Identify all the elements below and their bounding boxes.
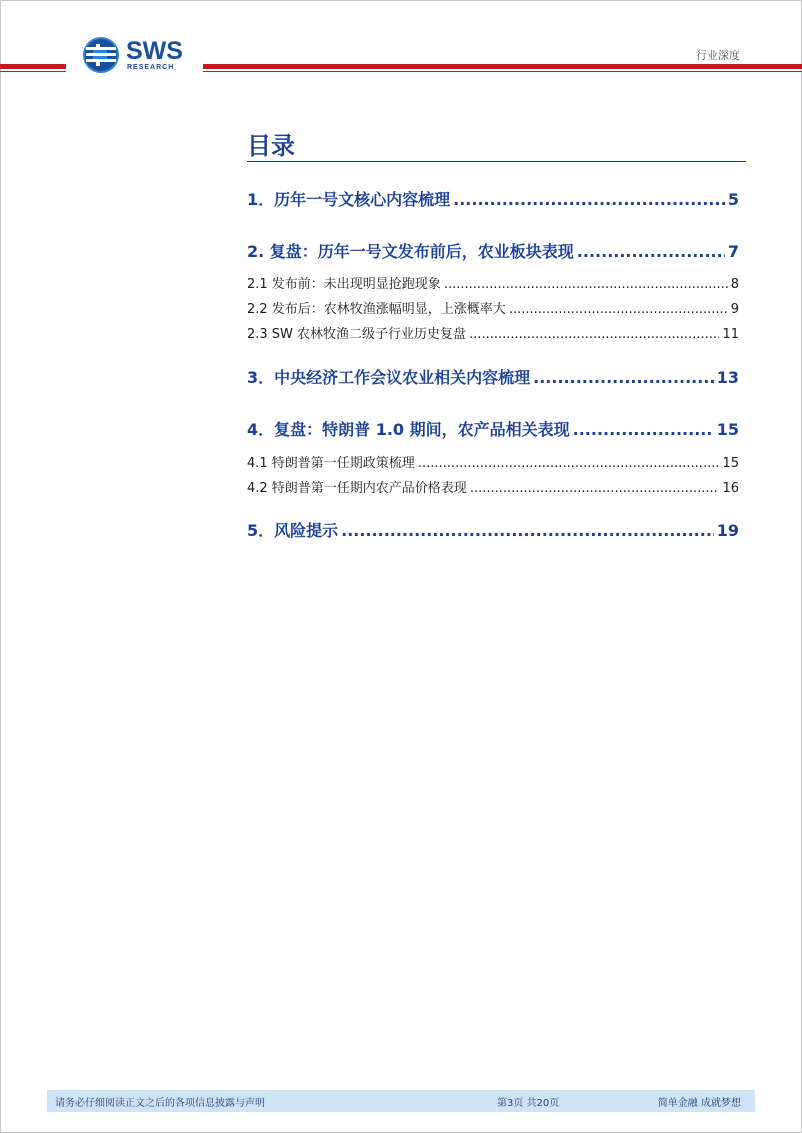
toc-entry-5[interactable] — [247, 518, 739, 541]
footer-slogan: 简单金融 成就梦想 — [657, 1098, 741, 1109]
header-red-bar-right — [203, 64, 802, 69]
toc-entry-label: 4．复盘：特朗普 1.0 期间，农产品相关表现 — [247, 420, 570, 439]
page-footer — [47, 1090, 755, 1112]
toc-leader-dots — [469, 327, 719, 342]
footer-disclaimer: 请务必仔细阅读正文之后的各项信息披露与声明 — [55, 1098, 265, 1109]
toc-entry-page: 13 — [716, 368, 739, 387]
header-red-line-left — [0, 71, 66, 72]
toc-leader-dots — [573, 420, 714, 439]
toc-entry-2-2[interactable] — [247, 298, 739, 317]
toc-entry-4[interactable] — [247, 417, 739, 440]
toc-entry-label: 2.3 SW 农林牧渔二级子行业历史复盘 — [247, 327, 467, 342]
toc-entry-2-3[interactable] — [247, 323, 739, 342]
toc-entry-page: 19 — [716, 521, 739, 540]
toc-entry-page: 15 — [722, 456, 739, 471]
toc-entry-label: 2. 复盘：历年一号文发布前后，农业板块表现 — [247, 242, 574, 261]
toc-entry-page: 15 — [716, 420, 739, 439]
toc-entry-3[interactable] — [247, 365, 739, 388]
toc-entry-1[interactable] — [247, 187, 739, 210]
logo-subtitle: RESEARCH — [127, 64, 175, 71]
toc-entry-label: 4.2 特朗普第一任期内农产品价格表现 — [247, 481, 467, 496]
toc-entry-label: 4.1 特朗普第一任期政策梳理 — [247, 456, 415, 471]
toc-entry-page: 9 — [730, 302, 739, 317]
toc-entry-page: 5 — [727, 190, 739, 209]
report-category: 行业深度 — [696, 49, 740, 62]
toc-title: 目录 — [247, 132, 295, 160]
toc-leader-dots — [418, 456, 720, 471]
toc-entry-page: 7 — [727, 242, 739, 261]
toc-entry-page: 11 — [722, 327, 739, 342]
toc-leader-dots — [470, 481, 720, 496]
toc-title-rule — [247, 161, 746, 162]
toc-entry-4-2[interactable] — [247, 477, 739, 496]
toc-entry-label: 1．历年一号文核心内容梳理 — [247, 190, 451, 209]
toc-leader-dots — [509, 302, 728, 317]
toc-entry-label: 2.1 发布前：未出现明显抢跑现象 — [247, 277, 441, 292]
sws-logo — [82, 36, 202, 76]
toc-leader-dots — [444, 277, 728, 292]
toc-leader-dots — [533, 368, 714, 387]
toc-entry-page: 8 — [730, 277, 739, 292]
toc-entry-label: 3．中央经济工作会议农业相关内容梳理 — [247, 368, 531, 387]
toc-leader-dots — [453, 190, 725, 209]
header-red-line-right — [203, 71, 802, 72]
header-red-bar-left — [0, 64, 66, 69]
toc-entry-page: 16 — [722, 481, 739, 496]
toc-entry-4-1[interactable] — [247, 452, 739, 471]
toc-entry-2[interactable] — [247, 239, 739, 262]
logo-wordmark: SWS — [126, 37, 183, 65]
toc-entry-label: 2.2 发布后：农林牧渔涨幅明显，上涨概率大 — [247, 302, 506, 317]
toc-entry-label: 5．风险提示 — [247, 521, 339, 540]
toc-leader-dots — [577, 242, 725, 261]
footer-page-info: 第3页 共20页 — [497, 1098, 560, 1109]
toc-entry-2-1[interactable] — [247, 273, 739, 292]
sws-globe-icon — [82, 36, 122, 76]
toc-leader-dots — [341, 521, 714, 540]
